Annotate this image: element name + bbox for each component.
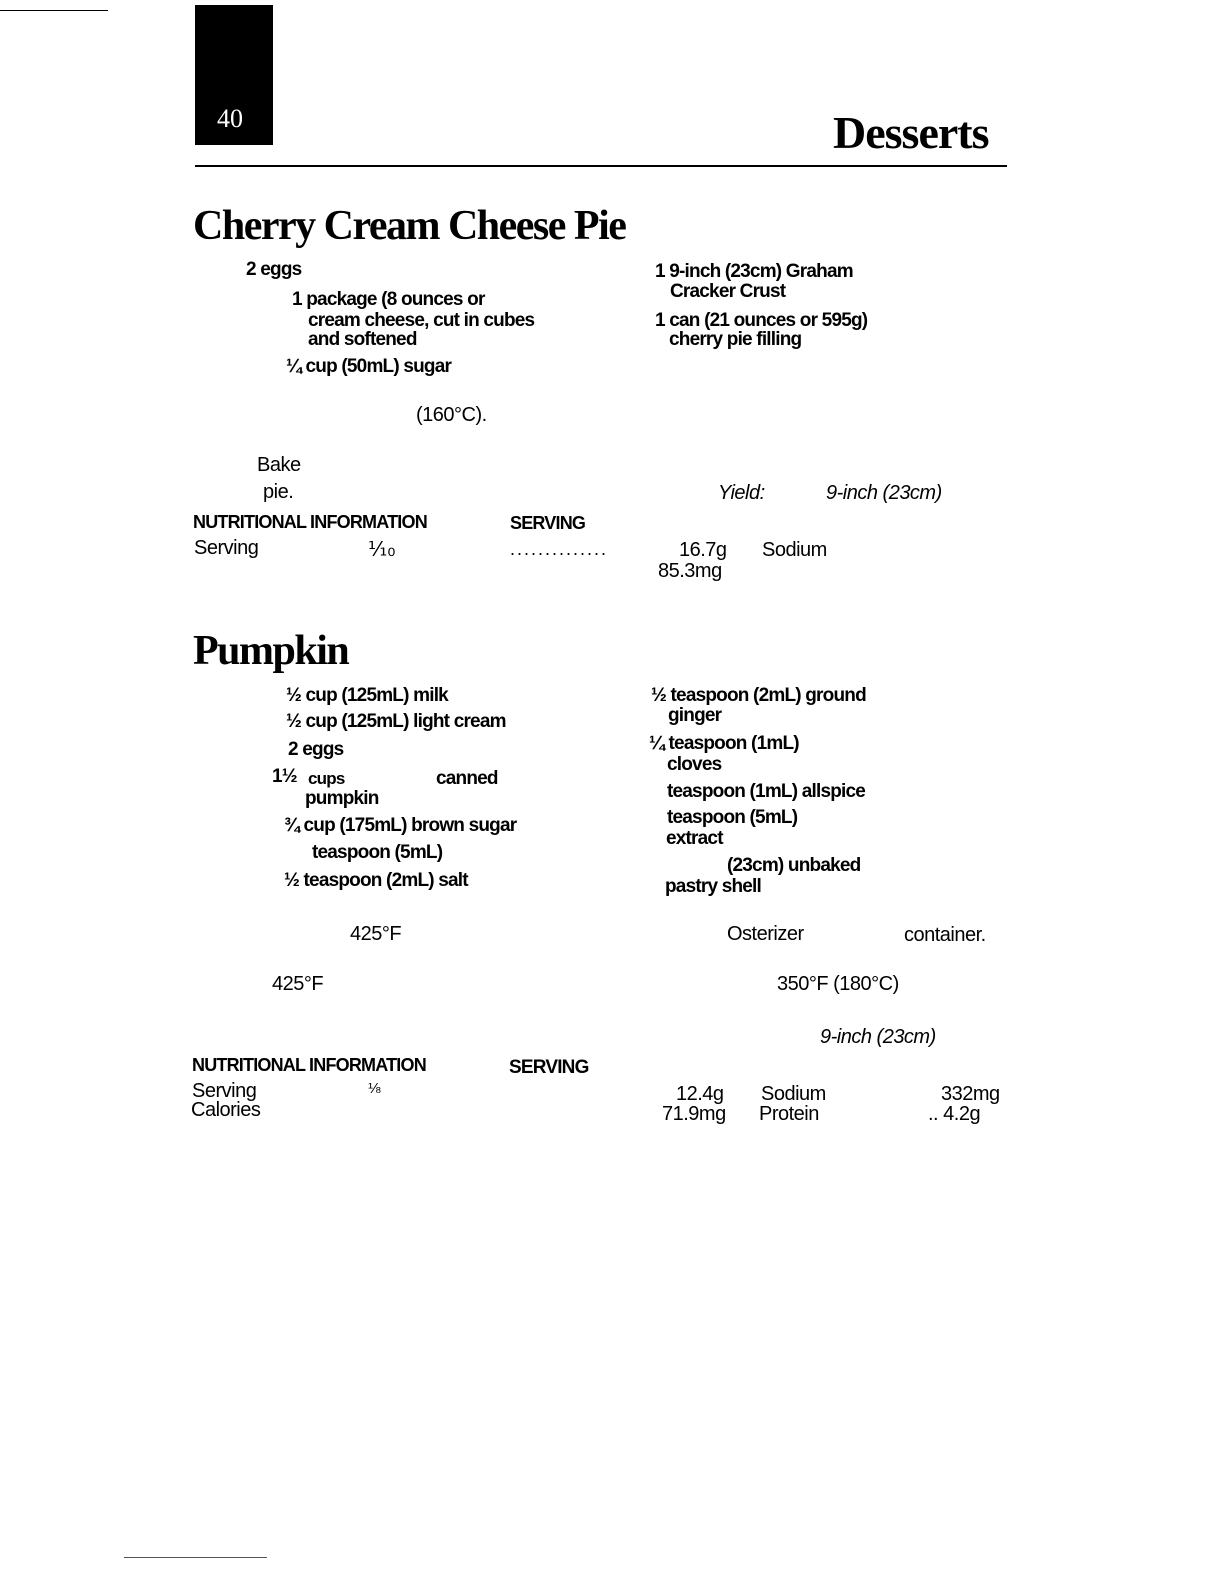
ingredient-cont: ginger — [668, 705, 722, 726]
recipe-title-pumpkin: Pumpkin — [193, 628, 349, 674]
fat-value: 16.7g — [679, 539, 727, 561]
ingredient: teaspoon (5mL) — [312, 842, 443, 863]
serving-value: ⅒ — [368, 539, 395, 561]
serving-heading: SERVING — [509, 1057, 589, 1078]
recipe-title-cherry: Cherry Cream Cheese Pie — [193, 203, 626, 249]
ingredient: 1 can (21 ounces or 595g) — [655, 310, 868, 331]
page-number: 40 — [217, 104, 243, 133]
ingredient: ½ cup (125mL) light cream — [286, 711, 506, 732]
cholesterol-value: 71.9mg — [662, 1103, 726, 1125]
section-title: Desserts — [833, 107, 989, 158]
sodium-label: Sodium — [761, 1083, 826, 1105]
ingredient: ½ teaspoon (2mL) ground — [651, 685, 866, 706]
header-rule — [195, 165, 1007, 167]
ingredient-cont: Cracker Crust — [670, 281, 786, 302]
calories-label: Calories — [191, 1099, 261, 1121]
ingredient: 1½ — [272, 766, 297, 787]
yield-value: 9-inch (23cm) — [820, 1026, 936, 1048]
ingredient-cont: and softened — [308, 329, 417, 350]
ingredient: ¼ cup (50mL) sugar — [286, 356, 452, 377]
protein-value: .. 4.2g — [928, 1103, 981, 1125]
direction-text: container. — [904, 924, 986, 946]
yield-value: 9-inch (23cm) — [826, 482, 942, 504]
ingredient-cont: cream cheese, cut in cubes — [308, 310, 535, 331]
ingredient: teaspoon (1mL) allspice — [667, 781, 866, 802]
ingredient: ½ cup (125mL) milk — [286, 685, 448, 706]
oven-temperature: 425°F — [350, 923, 402, 945]
oven-temperature: (160°C). — [416, 404, 487, 426]
serving-label: Serving — [192, 1080, 257, 1102]
ingredient: ¼ teaspoon (1mL) — [649, 733, 799, 754]
top-left-rule — [0, 10, 108, 11]
serving-heading: SERVING — [510, 513, 586, 533]
ingredient: 2 eggs — [288, 739, 344, 760]
direction-text: Osterizer — [727, 923, 804, 945]
ingredient: canned — [436, 768, 498, 789]
leader-dots: .............. — [510, 539, 609, 559]
ingredient: (23cm) unbaked — [727, 855, 861, 876]
ingredient-cont: cherry pie filling — [669, 329, 802, 350]
direction-text: Bake — [257, 454, 301, 476]
protein-label: Protein — [759, 1103, 819, 1125]
bottom-left-rule — [124, 1557, 267, 1558]
serving-label: Serving — [194, 537, 259, 559]
nutrition-heading: NUTRITIONAL INFORMATION — [192, 1055, 426, 1075]
serving-value: ⅛ — [368, 1080, 381, 1097]
ingredient: 2 eggs — [246, 259, 302, 280]
oven-temperature: 350°F (180°C) — [777, 973, 899, 995]
ingredient: teaspoon (5mL) — [667, 807, 798, 828]
direction-text: pie. — [263, 481, 294, 503]
yield-label: Yield: — [718, 482, 765, 504]
ingredient: cups — [308, 769, 345, 788]
nutrition-heading: NUTRITIONAL INFORMATION — [193, 512, 427, 532]
ingredient: 1 9-inch (23cm) Graham — [655, 261, 853, 282]
fat-value: 12.4g — [676, 1083, 724, 1105]
ingredient: 1 package (8 ounces or — [292, 289, 485, 310]
ingredient-cont: pumpkin — [305, 788, 379, 809]
ingredient-cont: cloves — [667, 754, 722, 775]
ingredient-cont: extract — [666, 828, 723, 849]
oven-temperature: 425°F — [272, 973, 324, 995]
ingredient: ¾ cup (175mL) brown sugar — [284, 815, 517, 836]
sodium-label: Sodium — [762, 539, 827, 561]
ingredient-cont: pastry shell — [665, 876, 762, 897]
sodium-value: 332mg — [941, 1083, 1000, 1105]
ingredient: ½ teaspoon (2mL) salt — [284, 870, 468, 891]
cholesterol-value: 85.3mg — [658, 560, 722, 582]
